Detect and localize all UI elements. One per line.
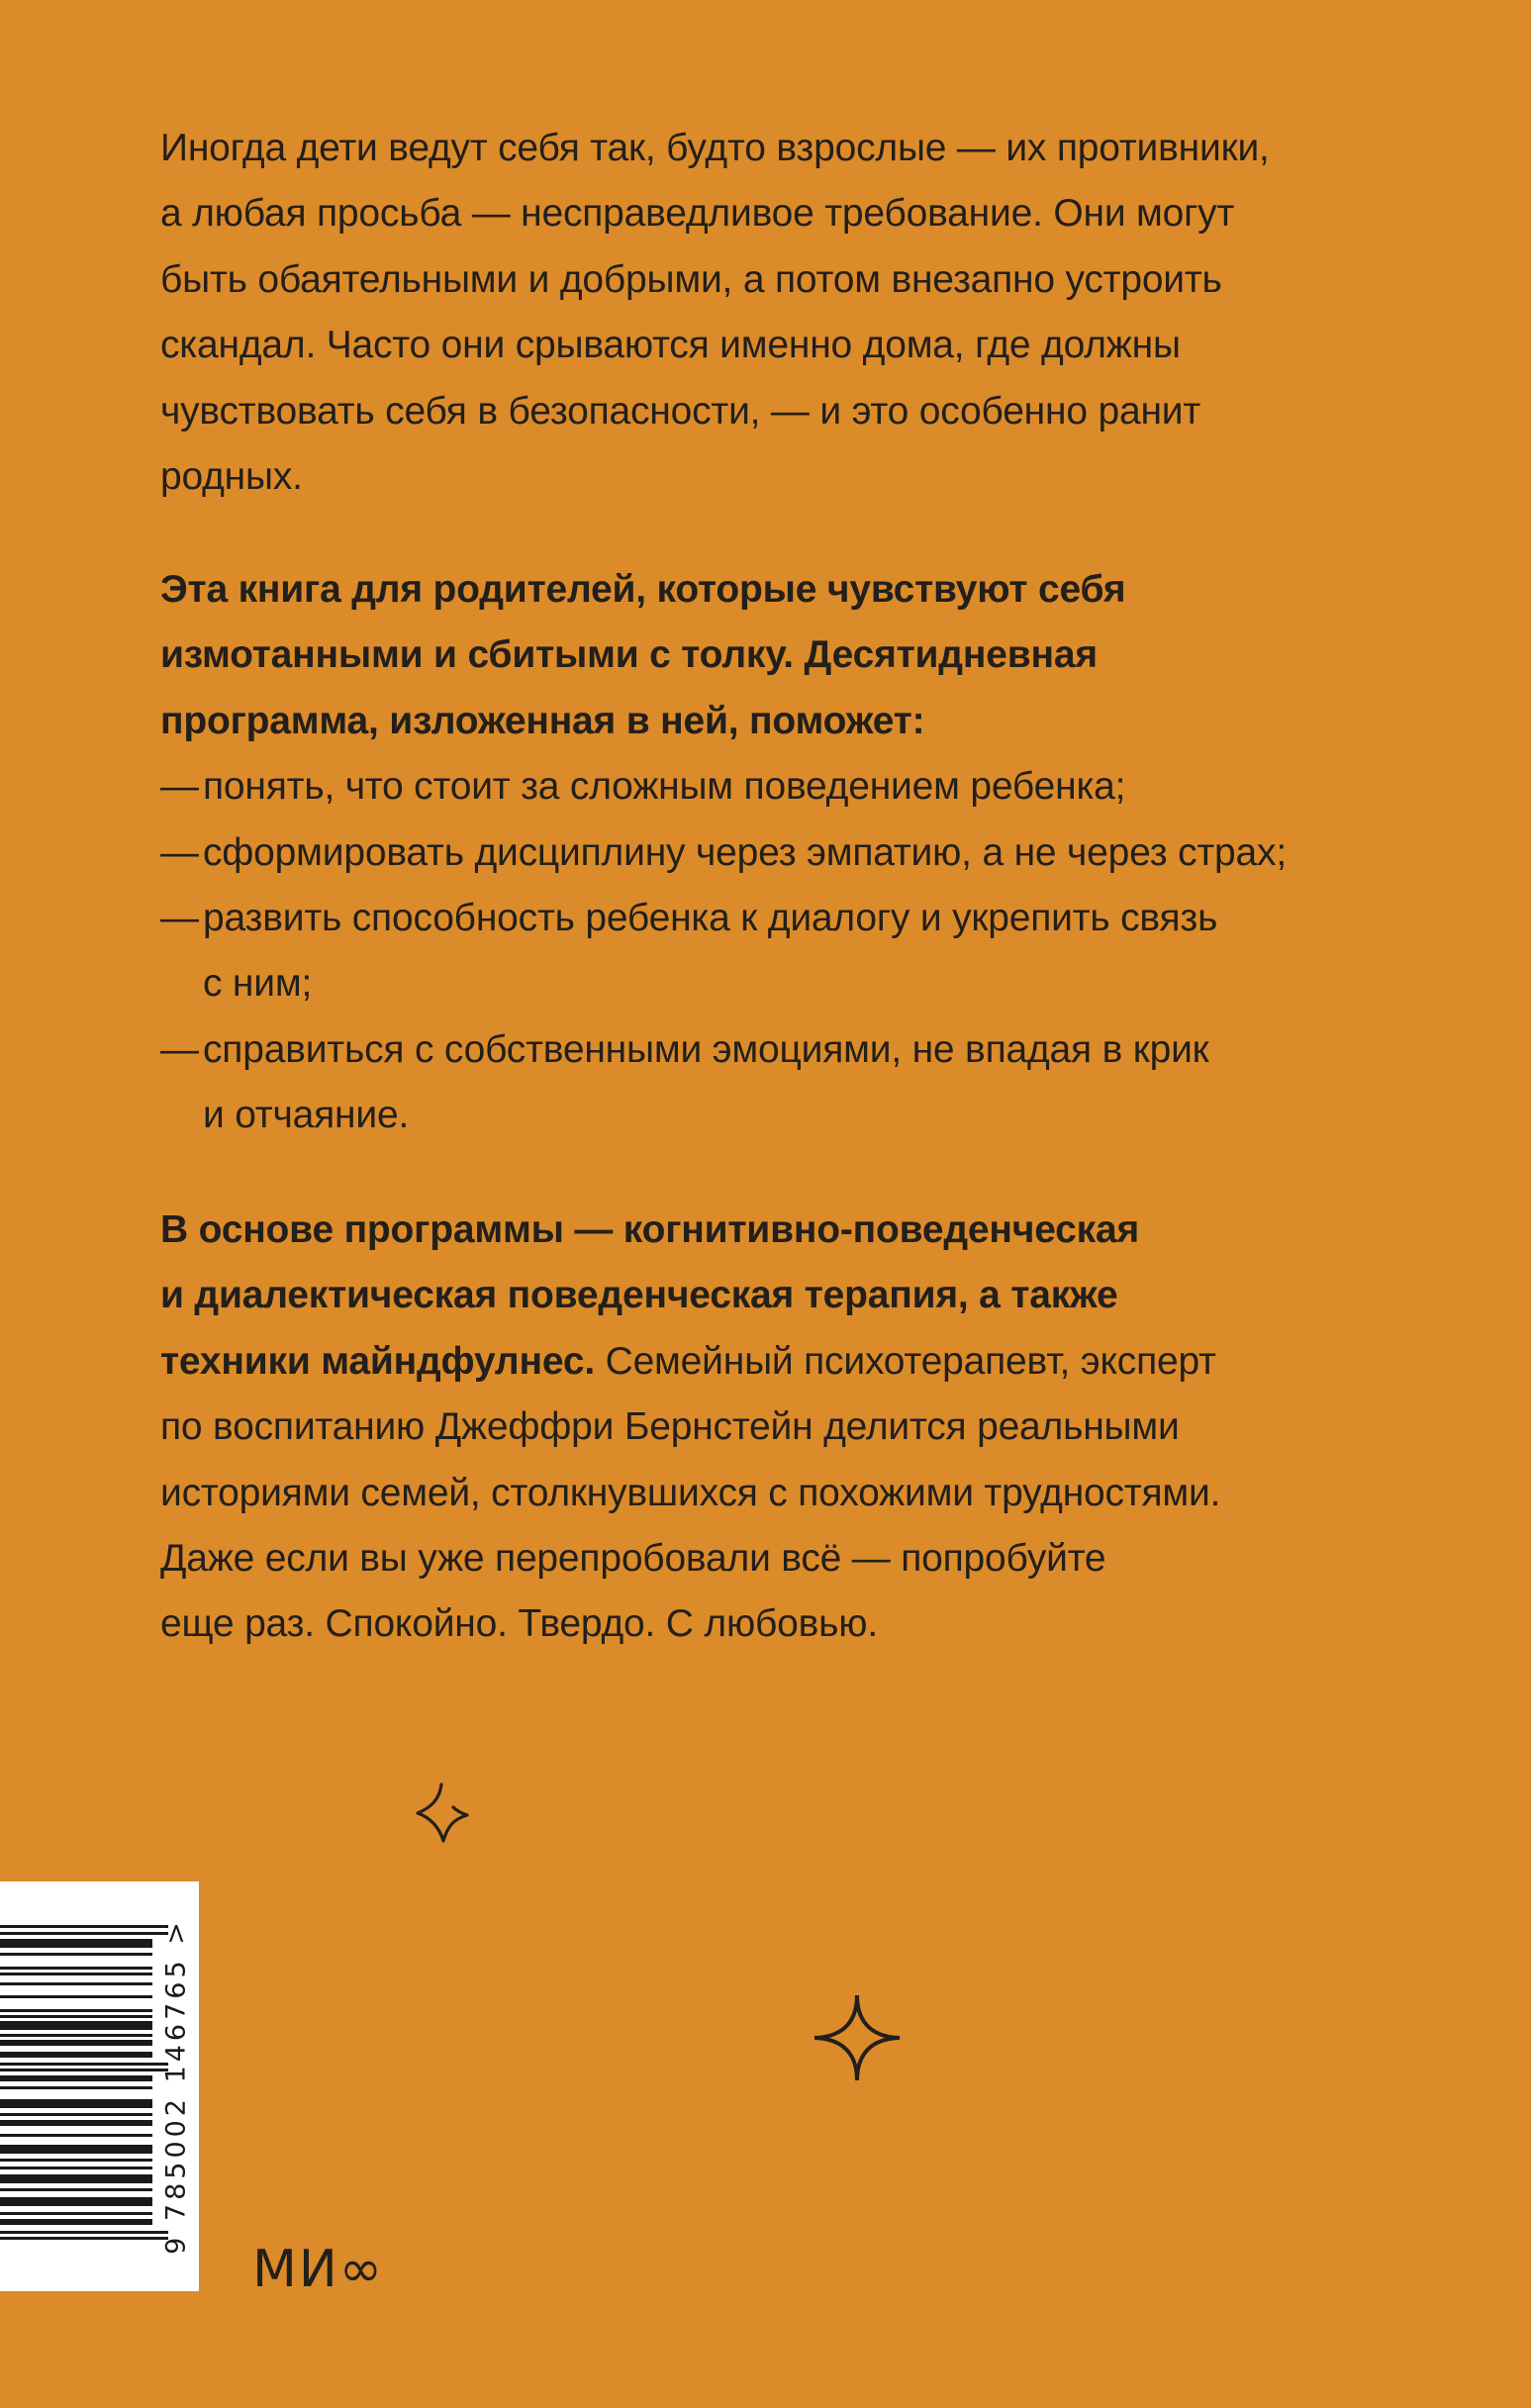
- text-line-bold: Эта книга для родителей, которые чувствуют себя: [160, 568, 1126, 611]
- text-line: быть обаятельными и добрыми, а потом внезапно устроить: [160, 257, 1222, 301]
- list-item-continuation: и отчаяние.: [203, 1094, 410, 1137]
- isbn-barcode: [0, 1881, 199, 2291]
- list-item-text: справиться с собственными эмоциями, не впадая в крик: [203, 1027, 1209, 1071]
- list-item-text: развить способность ребенка к диалогу и укрепить связь: [203, 896, 1218, 939]
- small-star-icon: [414, 1782, 477, 1845]
- publisher-logo: [252, 2240, 385, 2299]
- description-paragraph-2: [160, 557, 1447, 1149]
- text-line-bold: измотанными и сбитыми с толку. Десятидневная: [160, 633, 1098, 677]
- text-line-bold: программа, изложенная в ней, поможет:: [160, 699, 925, 742]
- text-regular-fragment: Семейный психотерапевт, эксперт: [594, 1339, 1216, 1383]
- text-line: чувствовать себя в безопасности, — и это особенно ранит: [160, 389, 1201, 433]
- barcode-digits: [153, 1881, 199, 2291]
- text-line: еще раз. Спокойно. Твердо. С любовью.: [160, 1602, 878, 1646]
- list-item: [160, 1017, 1447, 1083]
- dash-marker: —: [160, 765, 199, 809]
- text-line: историями семей, столкнувшихся с похожими трудностями.: [160, 1471, 1221, 1514]
- large-star-icon: [813, 1993, 901, 2082]
- text-line: родных.: [160, 454, 303, 498]
- description-paragraph-3: [160, 1198, 1447, 1658]
- dash-marker: —: [160, 830, 199, 874]
- list-item-continuation: с ним;: [203, 962, 313, 1006]
- benefits-list: [160, 754, 1447, 1148]
- list-item: [160, 886, 1447, 951]
- list-item-text: понять, что стоит за сложным поведением ребенка;: [203, 765, 1126, 809]
- text-line: скандал. Часто они срываются именно дома, где должны: [160, 324, 1181, 367]
- text-line-mixed: [160, 1329, 1447, 1395]
- text-line: а любая просьба — несправедливое требование. Они могут: [160, 192, 1235, 236]
- text-line-bold: и диалектическая поведенческая терапия, а также: [160, 1274, 1118, 1317]
- text-line: по воспитанию Джеффри Бернстейн делится реальными: [160, 1405, 1180, 1449]
- list-item: [160, 820, 1447, 886]
- isbn-number: 9 785002 146765 >: [160, 1918, 192, 2255]
- barcode-bars-icon: [0, 1925, 168, 2242]
- text-line: Иногда дети ведут себя так, будто взрослые — их противники,: [160, 127, 1270, 169]
- dash-marker: —: [160, 1027, 199, 1071]
- list-item: [160, 754, 1447, 819]
- text-bold-fragment: техники майндфулнес.: [160, 1339, 595, 1383]
- description-paragraph-1: [160, 116, 1447, 510]
- dash-marker: —: [160, 896, 199, 939]
- list-item-text: сформировать дисциплину через эмпатию, а не через страх;: [203, 830, 1287, 874]
- publisher-logo-text: МИ∞: [252, 2240, 385, 2299]
- text-line: Даже если вы уже перепробовали всё — попробуйте: [160, 1536, 1106, 1580]
- text-line-bold: В основе программы — когнитивно-поведенческая: [160, 1208, 1140, 1251]
